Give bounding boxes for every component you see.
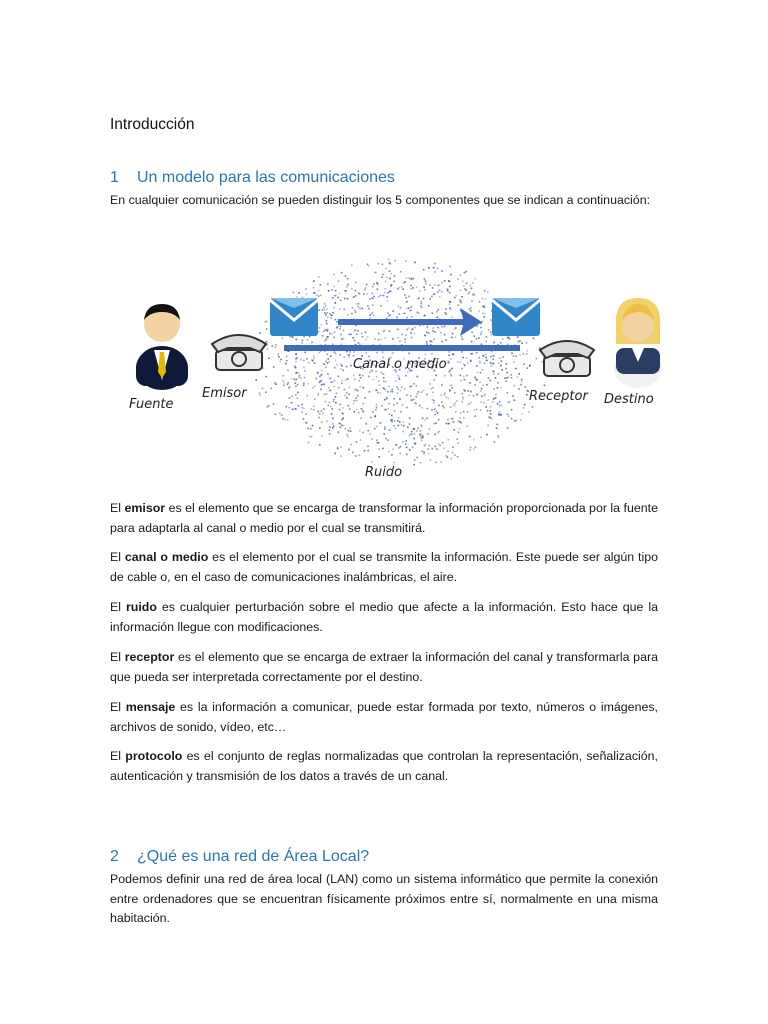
label-fuente: Fuente (129, 397, 174, 412)
section2-title: ¿Qué es una red de Área Local? (137, 848, 370, 865)
section2-number: 2 (110, 848, 119, 865)
label-destino: Destino (604, 392, 654, 407)
telephone-icon (540, 341, 594, 376)
term-emisor: emisor (124, 501, 166, 515)
section2-body: Podemos definir una red de área local (LAN) como un sistema informático que permite la conexión entre ordenadores que se encuentran físicamente próximos entre sí, normalmente en una misma habitación. (110, 872, 658, 925)
channel-line (284, 345, 520, 351)
term-mensaje: mensaje (125, 700, 176, 714)
section2-heading (110, 848, 369, 866)
telephone-icon (212, 335, 266, 370)
envelope-icon (492, 298, 540, 336)
term-canal: canal o medio (124, 550, 209, 564)
term-protocolo: protocolo (125, 749, 183, 763)
man-figure-icon (136, 304, 188, 390)
definition-ruido: El ruido es cualquier perturbación sobre el medio que afecte a la información. Esto hace que la información llegue con modificaciones. (110, 600, 658, 634)
section1-heading (110, 169, 395, 187)
definition-protocolo: El protocolo es el conjunto de reglas normalizadas que controlan la representación, señalización, autenticación y transmisión de los datos a través de un canal. (110, 749, 658, 783)
definition-mensaje: El mensaje es la información a comunicar, puede estar formada por texto, números o imágenes, archivos de sonido, vídeo, etc… (110, 700, 658, 734)
communication-diagram (120, 250, 680, 490)
definition-receptor: El receptor es el elemento que se encarga de extraer la información del canal y transformarla para que pueda ser interpretada correctamente por el destino. (110, 650, 658, 684)
term-receptor: receptor (124, 650, 175, 664)
intro-title: Introducción (110, 116, 195, 133)
section1-lead: En cualquier comunicación se pueden distinguir los 5 componentes que se indican a continuación: (110, 193, 651, 207)
definition-emisor: El emisor es el elemento que se encarga de transformar la información proporcionada por la fuente para adaptarla al canal o medio por el cual se transmitirá. (110, 501, 658, 535)
section1-number: 1 (110, 169, 119, 186)
label-emisor: Emisor (202, 386, 247, 401)
label-canal: Canal o medio (353, 357, 447, 372)
label-ruido: Ruido (365, 465, 403, 480)
arrow-right-icon (338, 308, 482, 336)
label-receptor: Receptor (529, 389, 588, 404)
section1-title: Un modelo para las comunicaciones (137, 169, 395, 186)
term-ruido: ruido (125, 600, 157, 614)
woman-figure-icon (614, 298, 662, 388)
envelope-icon (270, 298, 318, 336)
definition-canal: El canal o medio es el elemento por el cual se transmite la información. Este puede ser algún tipo de cable o, en el caso de comunicaciones inalámbricas, el aire. (110, 550, 658, 584)
